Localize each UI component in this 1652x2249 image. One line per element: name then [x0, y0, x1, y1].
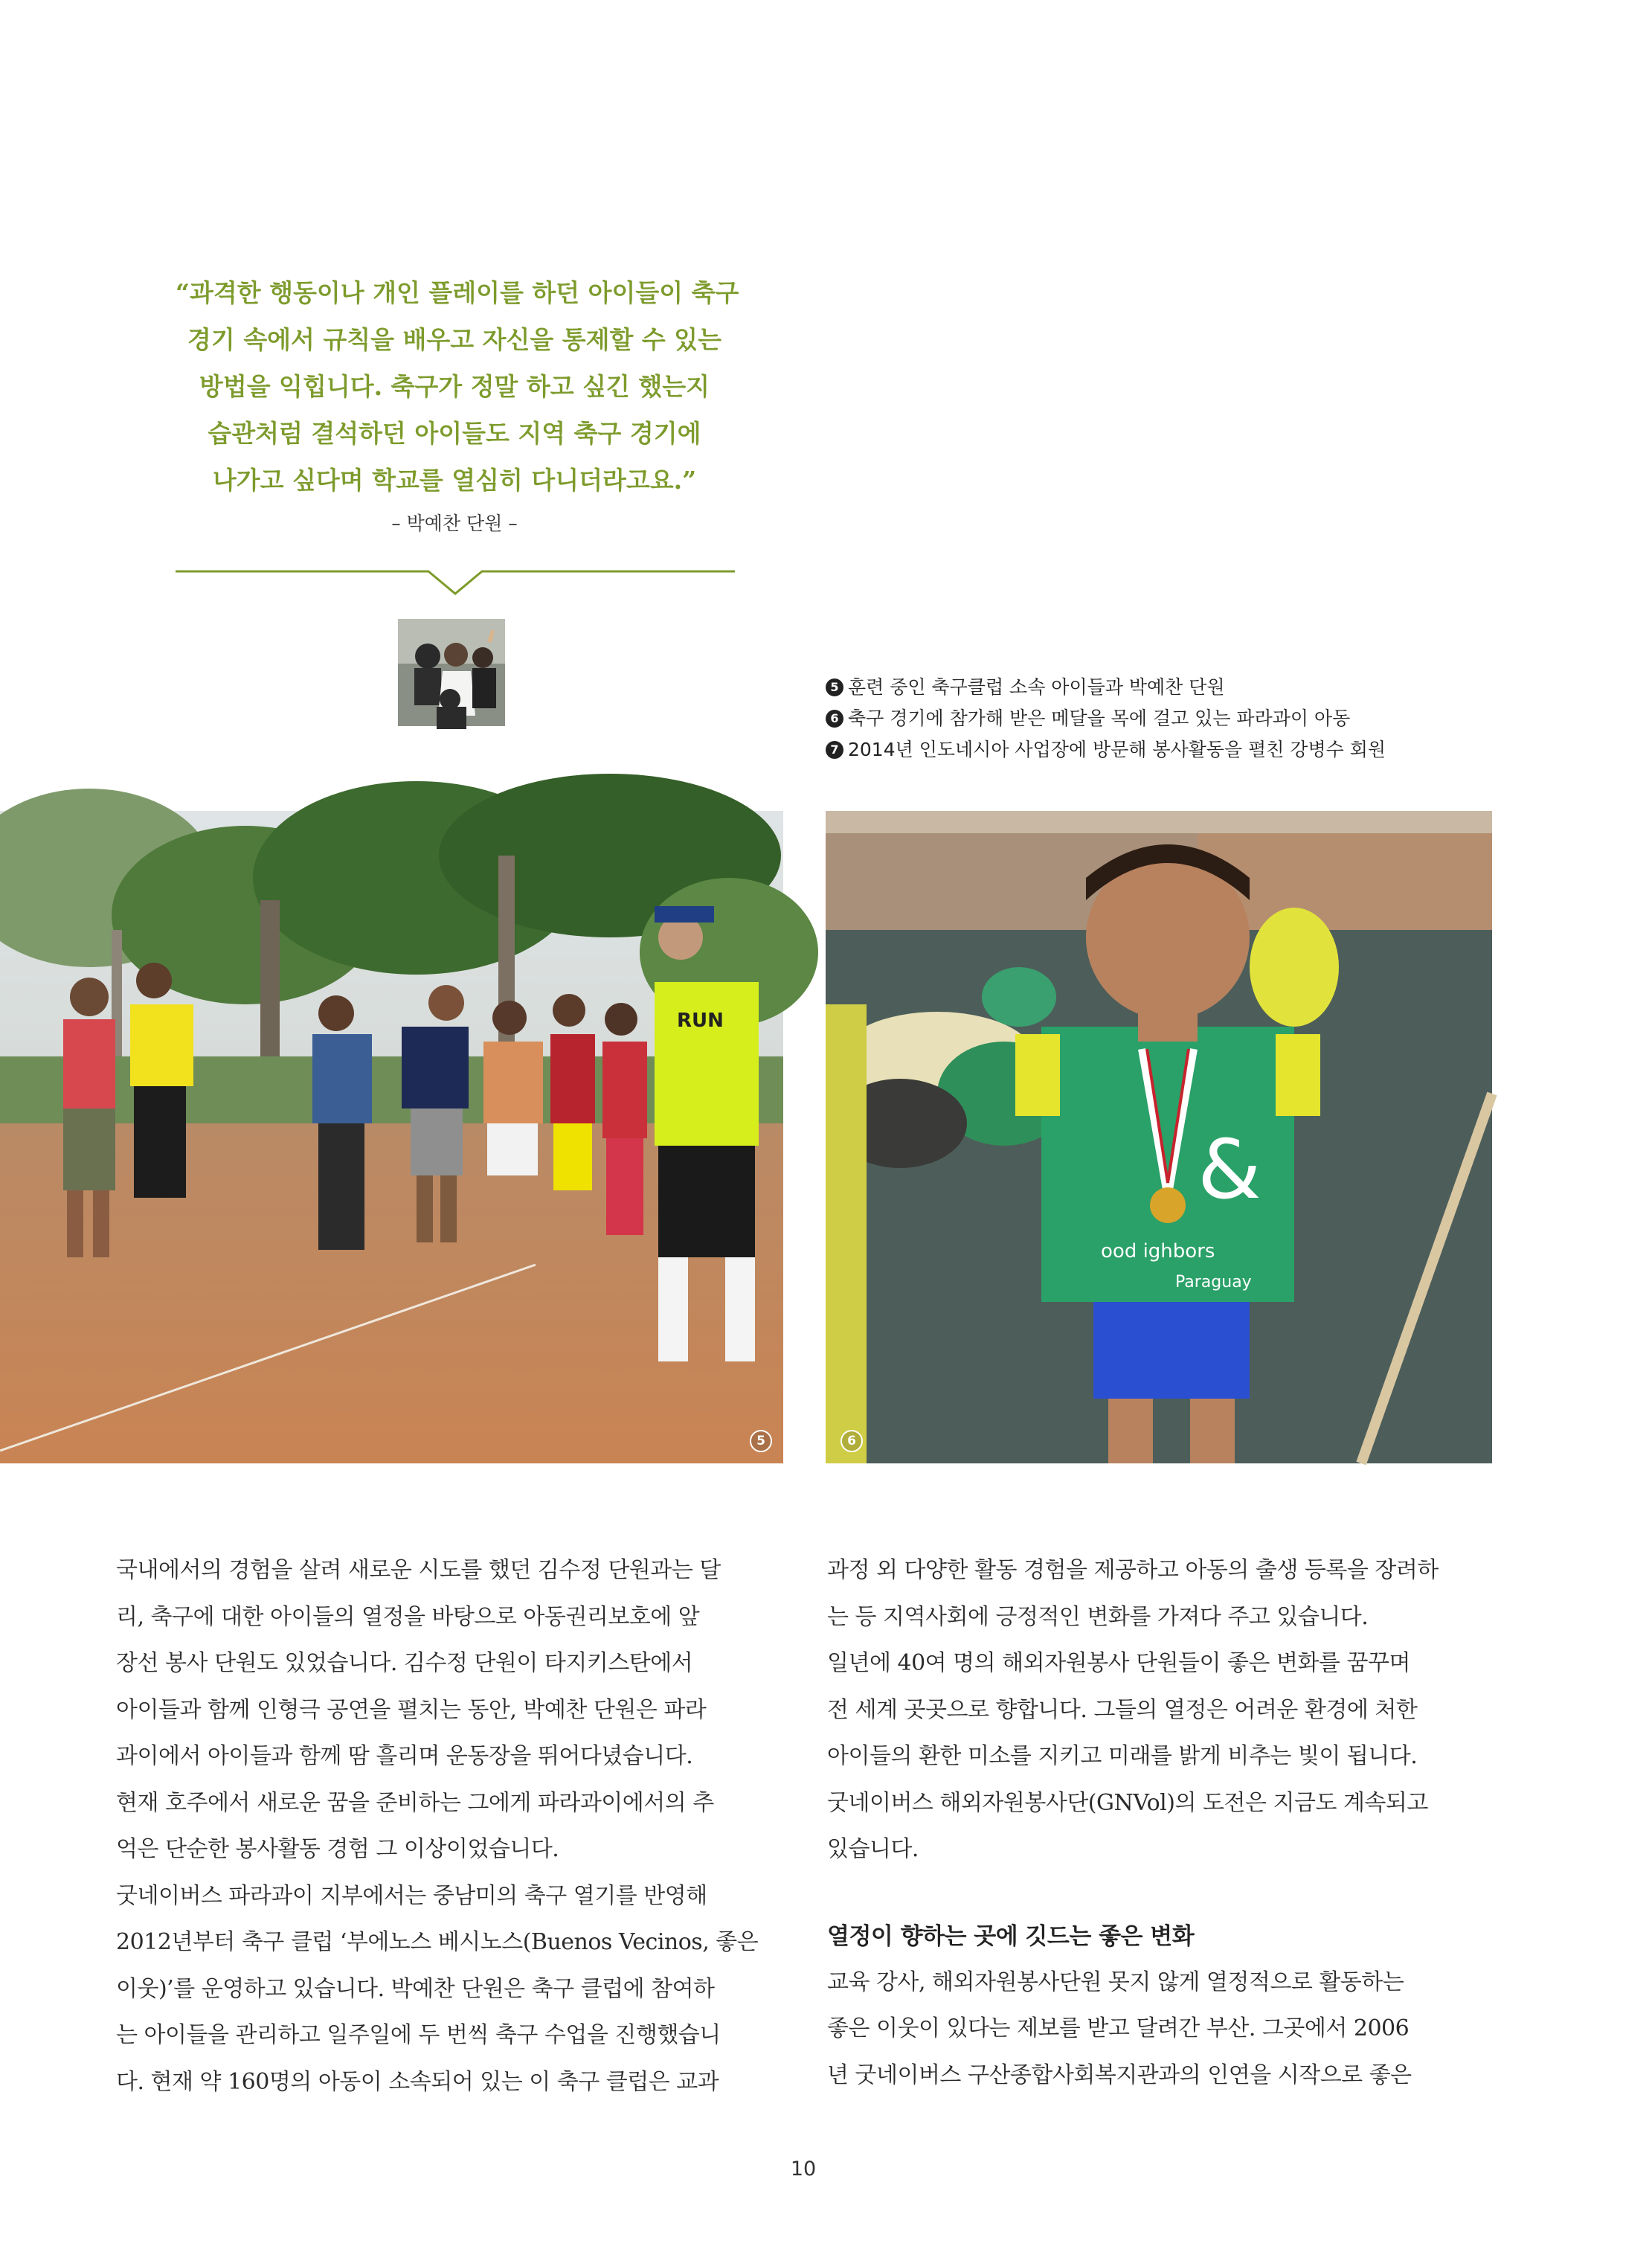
body-line: 교육 강사, 해외자원봉사단원 못지 않게 열정적으로 활동하는: [827, 1969, 1404, 1995]
body-column-left: [116, 1547, 785, 2105]
caption-row: [826, 703, 1569, 734]
photo-captions: [826, 672, 1569, 766]
body-line: 전 세계 곳곳으로 향합니다. 그들의 열정은 어려운 환경에 처한: [827, 1696, 1418, 1723]
body-line: 과이에서 아이들과 함께 땀 흘리며 운동장을 뛰어다녔습니다.: [116, 1743, 693, 1769]
photo-number-5: 5: [750, 1430, 772, 1452]
body-line: 있습니다.: [827, 1836, 919, 1862]
photo-credit: © Good Neighbors: [1633, 1125, 1652, 1278]
body-line: 리, 축구에 대한 아이들의 열정을 바탕으로 아동권리보호에 앞: [116, 1603, 700, 1630]
quote-line: 방법을 익힙니다. 축구가 정말 하고 싶긴 했는지: [199, 372, 710, 401]
caption-text: 훈련 중인 축구클럽 소속 아이들과 박예찬 단원: [848, 676, 1225, 698]
caption-text: 축구 경기에 참가해 받은 메달을 목에 걸고 있는 파라과이 아동: [848, 708, 1351, 729]
photo-training: [0, 811, 783, 1463]
body-line: 장선 봉사 단원도 있었습니다. 김수정 단원이 타지키스탄에서: [116, 1650, 693, 1676]
caption-number: 6: [826, 710, 843, 728]
body-line: 년 굿네이버스 구산종합사회복지관과의 인연을 시작으로 좋은: [827, 2062, 1412, 2088]
photo6-shirt-subtext: Paraguay: [1175, 1273, 1252, 1292]
body-line: 아이들의 환한 미소를 지키고 미래를 밝게 비추는 빛이 됩니다.: [827, 1743, 1418, 1769]
body-line: 는 아이들을 관리하고 일주일에 두 번씩 축구 수업을 진행했습니: [116, 2022, 721, 2048]
quote-author: – 박예찬 단원 –: [391, 513, 518, 534]
caption-number: 5: [826, 678, 843, 696]
pull-quote: [176, 269, 739, 504]
body-line: 다. 현재 약 160명의 아동이 소속되어 있는 이 축구 클럽은 교과: [116, 2068, 719, 2095]
body-line: 2012년부터 축구 클럽 ‘부에노스 베시노스(Buenos Vecinos, 좋은: [116, 1929, 759, 1955]
section-heading: 열정이 향하는 곳에 깃드는 좋은 변화: [827, 1922, 1195, 1950]
body-line: 좋은 이웃이 있다는 제보를 받고 달려간 부산. 그곳에서 2006: [827, 2015, 1410, 2041]
avatar: [398, 619, 505, 726]
quote-line: “과격한 행동이나 개인 플레이를 하던 아이들이 축구: [176, 278, 739, 307]
page-number: 10: [790, 2157, 817, 2181]
body-line: 국내에서의 경험을 살려 새로운 시도를 했던 김수정 단원과는 달: [116, 1557, 721, 1583]
photo5-shirt-text: RUN: [677, 1010, 724, 1032]
caption-row: [826, 672, 1569, 703]
body-line: 아이들과 함께 인형극 공연을 펼치는 동안, 박예찬 단원은 파라: [116, 1696, 707, 1723]
body-line: 과정 외 다양한 활동 경험을 제공하고 아동의 출생 등록을 장려하: [827, 1557, 1439, 1583]
body-line: 굿네이버스 해외자원봉사단(GNVol)의 도전은 지금도 계속되고: [827, 1789, 1428, 1816]
photo6-shirt-logo: &: [1198, 1122, 1262, 1217]
body-line: 억은 단순한 봉사활동 경험 그 이상이었습니다.: [116, 1836, 559, 1862]
caption-text: 2014년 인도네시아 사업장에 방문해 봉사활동을 펼친 강병수 회원: [848, 739, 1386, 760]
photo-medal-child: [826, 811, 1652, 1463]
body-column-right: [827, 1547, 1497, 2099]
body-line: 이웃)’를 운영하고 있습니다. 박예찬 단원은 축구 클럽에 참여하: [116, 1975, 715, 2002]
caption-number: 7: [826, 741, 843, 759]
photo-number-6: 6: [841, 1430, 863, 1452]
body-line: 일년에 40여 명의 해외자원봉사 단원들이 좋은 변화를 꿈꾸며: [827, 1650, 1410, 1676]
quote-divider: [176, 565, 735, 603]
quote-line: 습관처럼 결석하던 아이들도 지역 축구 경기에: [208, 419, 701, 448]
quote-line: 나가고 싶다며 학교를 열심히 다니더라고요.”: [212, 466, 697, 495]
caption-row: [826, 734, 1569, 766]
body-line: 굿네이버스 파라과이 지부에서는 중남미의 축구 열기를 반영해: [116, 1882, 707, 1909]
body-line: 는 등 지역사회에 긍정적인 변화를 가져다 주고 있습니다.: [827, 1603, 1369, 1630]
quote-line: 경기 속에서 규칙을 배우고 자신을 통제할 수 있는: [187, 325, 721, 354]
body-line: 현재 호주에서 새로운 꿈을 준비하는 그에게 파라과이에서의 추: [116, 1789, 714, 1816]
photo6-shirt-text: ood ighbors: [1101, 1240, 1215, 1263]
